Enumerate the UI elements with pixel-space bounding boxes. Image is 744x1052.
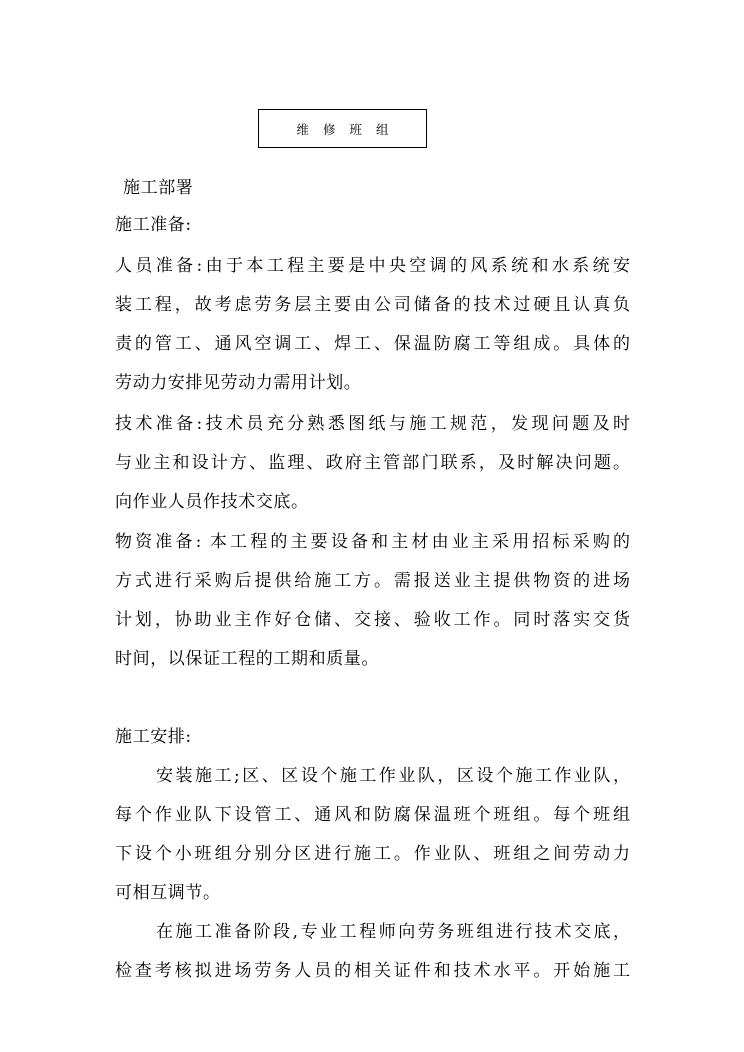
paragraph-line: 时间，以保证工程的工期和质量。 bbox=[115, 649, 379, 669]
heading-construction-arrangement: 施工安排: bbox=[115, 727, 192, 747]
paragraph-line: 劳动力安排见劳动力需用计划。 bbox=[115, 373, 362, 393]
paragraph-line: 在施工准备阶段,专业工程师向劳务班组进行技术交底， bbox=[156, 922, 630, 942]
paragraph-line: 与业主和设计方、监理、政府主管部门联系，及时解决问题。 bbox=[115, 453, 630, 473]
paragraph-line: 检查考核拟进场劳务人员的相关证件和技术水平。开始施工 bbox=[115, 961, 630, 981]
paragraph-line: 计划，协助业主作好仓储、交接、验收工作。同时落实交货 bbox=[115, 610, 630, 630]
paragraph-line: 技术准备:技术员充分熟悉图纸与施工规范，发现问题及时 bbox=[115, 414, 630, 434]
team-title: 维 修 班 组 bbox=[296, 121, 394, 137]
paragraph-line: 装工程，故考虑劳务层主要由公司储备的技术过硬且认真负 bbox=[115, 295, 630, 315]
heading-construction-preparation: 施工准备: bbox=[115, 215, 192, 235]
paragraph-line: 人员准备:由于本工程主要是中央空调的风系统和水系统安 bbox=[115, 256, 630, 276]
team-title-box bbox=[258, 109, 427, 148]
paragraph-line: 向作业人员作技术交底。 bbox=[115, 492, 309, 512]
paragraph-line: 可相互调节。 bbox=[115, 883, 221, 903]
paragraph-line: 每个作业队下设管工、通风和防腐保温班个班组。每个班组 bbox=[115, 805, 630, 825]
paragraph-line: 责的管工、通风空调工、焊工、保温防腐工等组成。具体的 bbox=[115, 334, 630, 354]
paragraph-line: 方式进行采购后提供给施工方。需报送业主提供物资的进场 bbox=[115, 571, 630, 591]
heading-construction-deployment: 施工部署 bbox=[123, 178, 194, 198]
paragraph-line: 安装施工;区、区设个施工作业队，区设个施工作业队， bbox=[156, 766, 630, 786]
paragraph-line: 下设个小班组分别分区进行施工。作业队、班组之间劳动力 bbox=[115, 844, 630, 864]
paragraph-line: 物资准备: 本工程的主要设备和主材由业主采用招标采购的 bbox=[115, 532, 630, 552]
